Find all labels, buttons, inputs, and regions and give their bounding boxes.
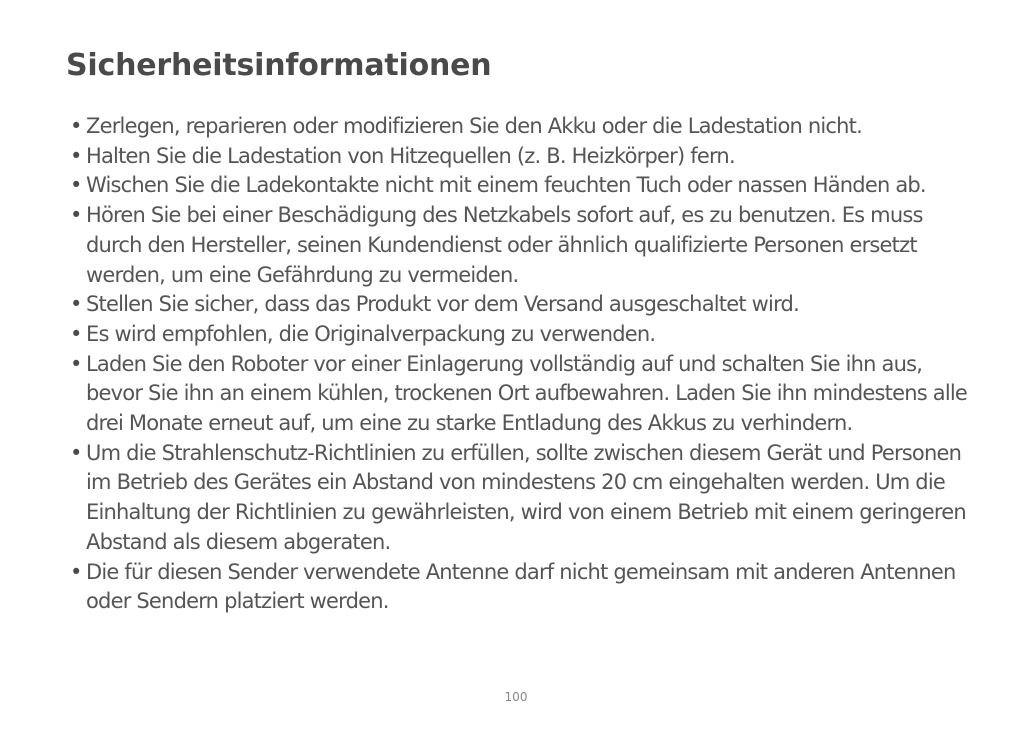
list-item-text: Die für diesen Sender verwendete Antenne darf nicht gemeinsam mit anderen Antennen oder Sendern platziert werden. — [86, 559, 956, 614]
list-item — [70, 142, 970, 172]
list-item-text: Wischen Sie die Ladekontakte nicht mit einem feuchten Tuch oder nassen Händen ab. — [86, 173, 926, 198]
list-item — [70, 320, 970, 350]
bullet: • — [70, 321, 82, 346]
page-title: Sicherheitsinformationen — [66, 48, 492, 83]
list-item-text: Hören Sie bei einer Beschädigung des Netzkabels sofort auf, es zu benutzen. Es muss durch den Hersteller, seinen Kundendienst oder ähnlich qualifizierte Personen ersetzt werden, um eine Gefährdung zu vermeiden. — [86, 203, 923, 287]
page-number: 100 — [504, 690, 528, 704]
list-item — [70, 558, 970, 617]
list-item-text: Um die Strahlenschutz-Richtlinien zu erfüllen, sollte zwischen diesem Gerät und Personen im Betrieb des Gerätes ein Abstand von mindestens 20 cm eingehalten werden. Um die Einhaltung der Richtlinien zu gewährleisten, wird von einem Betrieb mit einem geringeren Abstand als diesem abgeraten. — [86, 440, 966, 554]
list-item — [70, 290, 970, 320]
safety-list — [70, 112, 970, 617]
list-item — [70, 201, 970, 290]
list-item — [70, 171, 970, 201]
bullet: • — [70, 143, 82, 168]
list-item-text: Halten Sie die Ladestation von Hitzequellen (z. B. Heizkörper) fern. — [86, 143, 735, 168]
bullet: • — [70, 114, 82, 138]
bullet: • — [70, 559, 82, 584]
bullet: • — [70, 203, 82, 228]
list-item — [70, 112, 970, 142]
list-item — [70, 439, 970, 558]
list-item-text: Laden Sie den Roboter vor einer Einlagerung vollständig auf und schalten Sie ihn aus, bevor Sie ihn an einem kühlen, trockenen Ort aufbewahren. Laden Sie ihn mindestens alle drei Monate erneut auf, um eine zu starke Entladung des Akkus zu verhindern. — [86, 351, 968, 436]
bullet: • — [70, 440, 82, 465]
bullet: • — [70, 173, 82, 198]
list-item-text: Es wird empfohlen, die Originalverpackung zu verwenden. — [86, 321, 656, 346]
bullet: • — [70, 351, 82, 376]
list-item-text: Stellen Sie sicher, dass das Produkt vor dem Versand ausgeschaltet wird. — [86, 292, 799, 317]
list-item-text: Zerlegen, reparieren oder modifizieren Sie den Akku oder die Ladestation nicht. — [86, 114, 862, 138]
list-item — [70, 350, 970, 439]
bullet: • — [70, 292, 82, 317]
